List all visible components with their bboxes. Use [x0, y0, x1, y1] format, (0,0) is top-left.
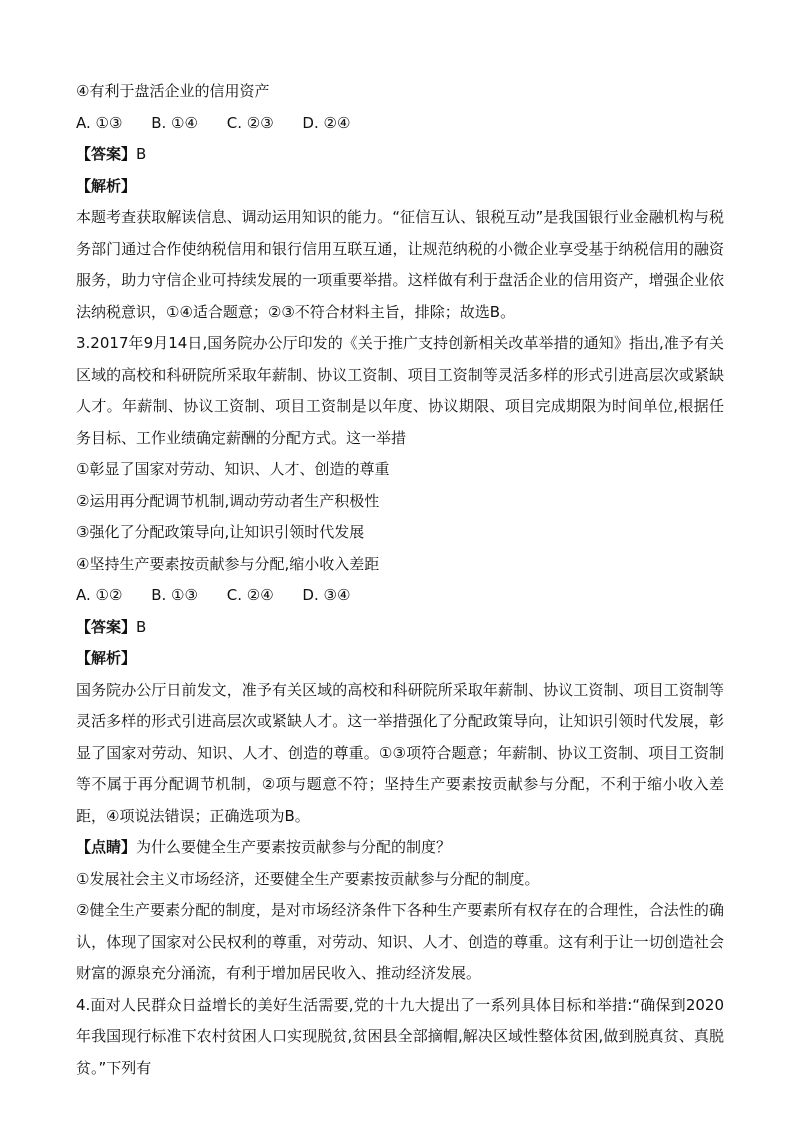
q3-tip-point-2: ②健全生产要素分配的制度，是对市场经济条件下各种生产要素所有权存在的合理性，合法性的确认，体现了国家对公民权利的尊重，对劳动、知识、人才、创造的尊重。这有利于让一切创造社会财富的源泉充分涌流，有利于增加居民收入、推动经济发展。: [76, 901, 724, 982]
q3-option-b: B. ①③: [151, 586, 198, 604]
answer-label: 【答案】: [76, 145, 137, 163]
q4-stem: 4.面对人民群众日益增长的美好生活需要,党的十九大提出了一系列具体目标和举措:“确保到2020年我国现行标准下农村贫困人口实现脱贫,贫困县全部摘帽,解决区域性整体贫困,做到脱真贫、真脱贫。”下列有: [76, 995, 724, 1077]
q2-option-c: C. ②③: [226, 113, 274, 132]
q3-answer: [76, 612, 724, 644]
q2-option-a: A. ①③: [76, 113, 123, 132]
answer-label: 【答案】: [76, 617, 137, 636]
q2-answer: [76, 139, 724, 171]
q3-tip-point-1: ①发展社会主义市场经济，还要健全生产要素按贡献参与分配的制度。: [76, 869, 540, 888]
q3-tip: [76, 832, 724, 864]
q3-options: [76, 580, 724, 612]
q2-options: [76, 108, 724, 140]
q3-option-d: D. ③④: [302, 586, 351, 604]
q3-item-3: ③强化了分配政策导向,让知识引领时代发展: [76, 523, 365, 541]
answer-value: B: [136, 145, 147, 163]
q2-analysis-label: 【解析】: [76, 176, 137, 195]
q3-stem: 3.2017年9月14日,国务院办公厅印发的《关于推广支持创新相关改革举措的通知》指出,准予有关区域的高校和科研院所采取年薪制、协议工资制、项目工资制等灵活多样的形式引进高层次或紧缺人才。年薪制、协议工资制、项目工资制是以年度、协议期限、项目完成期限为时间单位,根据任务目标、工作业绩确定薪酬的分配方式。这一举措: [76, 334, 724, 447]
q3-item-4: ④坚持生产要素按贡献参与分配,缩小收入差距: [76, 554, 380, 573]
q3-option-a: A. ①②: [76, 586, 123, 604]
tip-label: 【点睛】: [76, 838, 137, 856]
q2-item-4: ④有利于盘活企业的信用资产: [76, 82, 270, 100]
q3-item-1: ①彰显了国家对劳动、知识、人才、创造的尊重: [76, 460, 390, 478]
q3-option-c: C. ②④: [226, 586, 274, 604]
tip-question: 为什么要健全生产要素按贡献参与分配的制度？: [136, 838, 452, 856]
q2-option-b: B. ①④: [151, 113, 198, 132]
q2-option-d: D. ②④: [302, 113, 351, 132]
q3-item-2: ②运用再分配调节机制,调动劳动者生产积极性: [76, 491, 380, 510]
q3-analysis-text: 国务院办公厅日前发文，准予有关区域的高校和科研院所采取年薪制、协议工资制、项目工资制等灵活多样的形式引进高层次或紧缺人才。这一举措强化了分配政策导向，让知识引领时代发展，彰显了国家对劳动、知识、人才、创造的尊重。①③项符合题意；年薪制、协议工资制、项目工资制等不属于再分配调节机制，②项与题意不符；坚持生产要素按贡献参与分配，不利于缩小收入差距，④项说法错误；正确选项为B。: [76, 680, 724, 825]
answer-value: B: [136, 617, 147, 636]
q2-analysis-text: 本题考查获取解读信息、调动运用知识的能力。“征信互认、银税互动”是我国银行业金融机构与税务部门通过合作使纳税信用和银行信用互联互通，让规范纳税的小微企业享受基于纳税信用的融资服务，助力守信企业可持续发展的一项重要举措。这样做有利于盘活企业的信用资产，增强企业依法纳税意识，①④适合题意；②③不符合材料主旨，排除；故选B。: [76, 208, 724, 321]
q3-analysis-label: 【解析】: [76, 649, 137, 667]
